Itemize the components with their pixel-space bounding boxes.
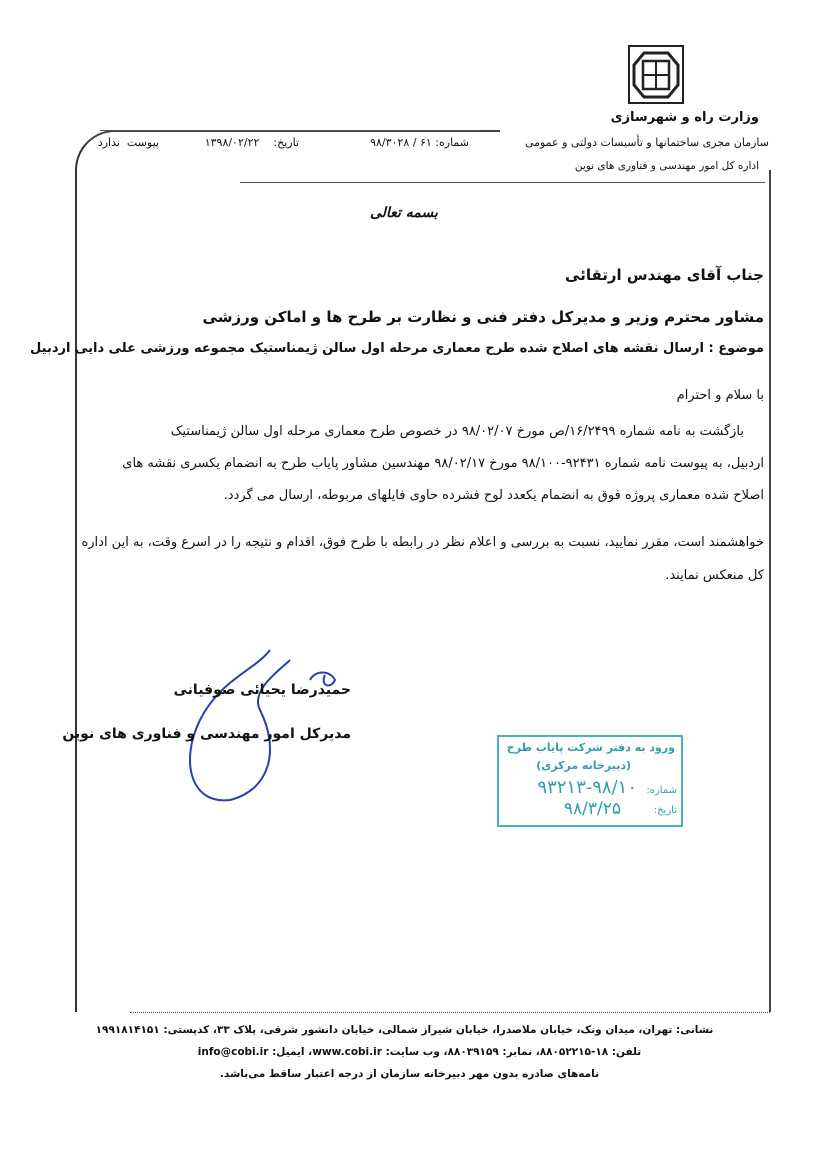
paragraph-1-line: اردبیل، به پیوست نامه شماره ۹۲۴۳۱-۹۸/۱۰۰ مورخ ۹۸/۰۲/۱۷ مهندسین مشاور پایاب طرح به انضمام یکسری نقشه های [122, 456, 764, 471]
stamp-date-label: تاریخ: [653, 805, 677, 816]
header-rule [100, 130, 480, 131]
attachment-label: پیوست [126, 136, 159, 149]
subject-line: موضوع : ارسال نقشه های اصلاح شده طرح معماری مرحله اول سالن ژیمناستیک مجموعه ورزشی علی دایی اردبیل [30, 341, 764, 356]
invocation: بسمه تعالی [370, 205, 438, 221]
footer-contact: تلفن: ۱۸-۸۸۰۵۲۲۱۵، نمابر: ۸۸۰۳۹۱۵۹، وب سایت: www.cobi.ir، ایمیل: info@cobi.ir [197, 1046, 642, 1058]
recipient-position: مشاور محترم وزیر و مدیرکل دفتر فنی و نظارت بر طرح ها و اماکن ورزشی [202, 308, 764, 326]
date-value: ۱۳۹۸/۰۲/۲۲ [204, 136, 260, 149]
signatory-name: حمیدرضا یحیائی صوفیانی [173, 682, 351, 698]
stamp-date-value: ۹۸/۳/۲۵ [563, 799, 621, 819]
paragraph-2-line: کل منعکس نمایند. [665, 568, 764, 583]
recipient-name: جناب آقای مهندس ارتقائی [565, 266, 764, 284]
letter-number [370, 136, 469, 149]
paragraph-2-line: خواهشمند است، مقرر نمایید، نسبت به بررسی و اعلام نظر در رابطه با طرح فوق، اقدام و نتیجه را در اسرع وقت، به این اداره [81, 535, 764, 550]
handwritten-signature-icon [160, 640, 360, 810]
greeting: با سلام و احترام [676, 388, 764, 403]
paragraph-1-line: اصلاح شده معماری پروژه فوق به انضمام یکعدد لوح فشرده حاوی فایلهای مربوطه، ارسال می گردد. [223, 488, 764, 503]
footer-rule [130, 1012, 770, 1013]
footer-address: نشانی: تهران، میدان ونک، خیابان ملاصدرا، خیابان شیراز شمالی، خیابان دانشور شرقی، پلاک ۳۳، کدپستی: ۱۹۹۱۸۱۴۱۵۱ [95, 1024, 714, 1036]
stamp-line-1: ورود به دفتر شرکت پایاب طرح [506, 741, 675, 754]
footer-notice: نامه‌های صادره بدون مهر دبیرخانه سازمان از درجه اعتبار ساقط می‌باشد. [219, 1068, 600, 1080]
ministry-logo-icon [628, 45, 684, 104]
attachment-value: ندارد [97, 136, 120, 149]
organization-name: سازمان مجری ساختمانها و تأسیسات دولتی و عمومی [524, 136, 769, 149]
received-stamp [497, 735, 683, 827]
ministry-name: وزارت راه و شهرسازی [610, 110, 759, 125]
stamp-number-label: شماره: [646, 785, 677, 796]
letter-attachment [98, 136, 159, 149]
number-label: شماره: [435, 136, 469, 149]
date-label: تاریخ: [273, 136, 299, 149]
stamp-line-2: (دبیرخانه مرکزی) [536, 759, 631, 772]
header-rule-bottom [240, 182, 765, 183]
letter-date [205, 136, 299, 149]
number-value: ۶۱ / ۹۸/۳۰۲۸ [370, 136, 432, 149]
signatory-title: مدیرکل امور مهندسی و فناوری های نوین [62, 726, 351, 742]
stamp-number-value: ۹۳۲۱۳-۹۸/۱۰ [537, 777, 637, 798]
department-name: اداره کل امور مهندسی و فناوری های نوین [574, 160, 759, 172]
paragraph-1-line: بازگشت به نامه شماره ۱۶/۲۴۹۹/ص مورخ ۹۸/۰۲/۰۷ در خصوص طرح معماری مرحله اول سالن ژیمناستیک [170, 424, 744, 439]
